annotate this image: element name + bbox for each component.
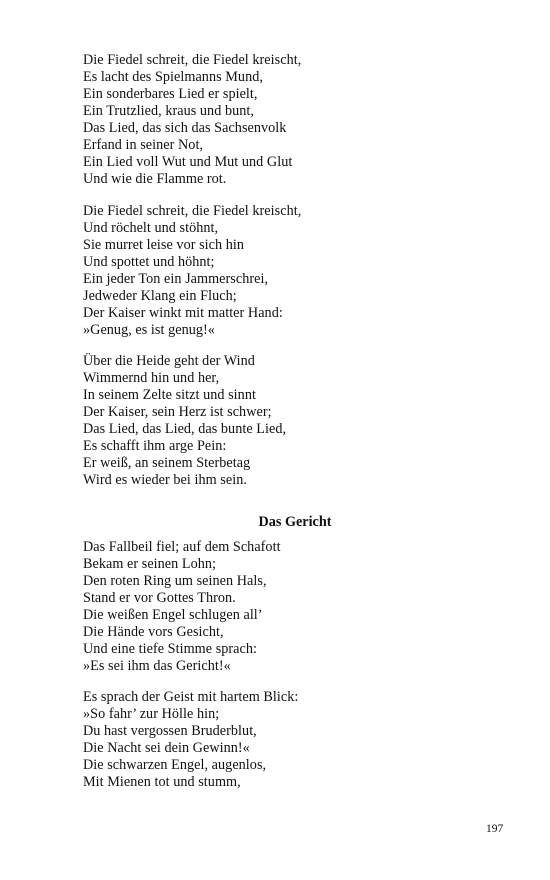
stanza-1 — [83, 52, 523, 188]
verse-line: Die weißen Engel schlugen all’ — [83, 607, 263, 623]
stanza-4 — [83, 539, 523, 675]
verse-line: Ein sonderbares Lied er spielt, — [83, 86, 258, 102]
verse-line: »So fahr’ zur Hölle hin; — [83, 706, 220, 722]
verse-line: Über die Heide geht der Wind — [83, 353, 255, 369]
verse-line: Mit Mienen tot und stumm, — [83, 774, 241, 790]
verse-line: Stand er vor Gottes Thron. — [83, 590, 236, 606]
verse-line: Die Nacht sei dein Gewinn!« — [83, 740, 250, 756]
verse-line: Und wie die Flamme rot. — [83, 171, 227, 187]
verse-line: Ein jeder Ton ein Jammerschrei, — [83, 271, 269, 287]
verse-line: Du hast vergossen Bruderblut, — [83, 723, 257, 739]
verse-line: Ein Trutzlied, kraus und bunt, — [83, 103, 254, 119]
verse-line: Bekam er seinen Lohn; — [83, 556, 217, 572]
verse-line: Das Lied, das sich das Sachsenvolk — [83, 120, 287, 136]
stanza-5 — [83, 689, 523, 791]
verse-line: Es sprach der Geist mit hartem Blick: — [83, 689, 299, 705]
verse-line: Die Hände vors Gesicht, — [83, 624, 224, 640]
page-number: 197 — [486, 823, 504, 835]
verse-line: Den roten Ring um seinen Hals, — [83, 573, 267, 589]
verse-line: Das Lied, das Lied, das bunte Lied, — [83, 421, 287, 437]
verse-line: Die Fiedel schreit, die Fiedel kreischt, — [83, 203, 302, 219]
verse-line: Und röchelt und stöhnt, — [83, 220, 219, 236]
verse-line: Wimmernd hin und her, — [83, 370, 220, 386]
verse-line: Sie murret leise vor sich hin — [83, 237, 245, 253]
stanza-2 — [83, 203, 523, 339]
verse-line: Und eine tiefe Stimme sprach: — [83, 641, 258, 657]
poem-title: Das Gericht — [258, 514, 332, 530]
verse-line: Der Kaiser winkt mit matter Hand: — [83, 305, 283, 321]
verse-line: Es schafft ihm arge Pein: — [83, 438, 227, 454]
verse-line: »Genug, es ist genug!« — [83, 322, 215, 338]
verse-line: In seinem Zelte sitzt und sinnt — [83, 387, 256, 403]
verse-line: Jedweder Klang ein Fluch; — [83, 288, 237, 304]
verse-line: Wird es wieder bei ihm sein. — [83, 472, 247, 488]
verse-line: Und spottet und höhnt; — [83, 254, 215, 270]
verse-line: Der Kaiser, sein Herz ist schwer; — [83, 404, 272, 420]
verse-line: Das Fallbeil fiel; auf dem Schafott — [83, 539, 281, 555]
stanza-3 — [83, 353, 523, 489]
verse-line: Er weiß, an seinem Sterbetag — [83, 455, 251, 471]
verse-line: »Es sei ihm das Gericht!« — [83, 658, 231, 674]
verse-line: Erfand in seiner Not, — [83, 137, 204, 153]
verse-line: Die schwarzen Engel, augenlos, — [83, 757, 267, 773]
verse-line: Ein Lied voll Wut und Mut und Glut — [83, 154, 293, 170]
verse-line: Es lacht des Spielmanns Mund, — [83, 69, 263, 85]
verse-line: Die Fiedel schreit, die Fiedel kreischt, — [83, 52, 302, 68]
